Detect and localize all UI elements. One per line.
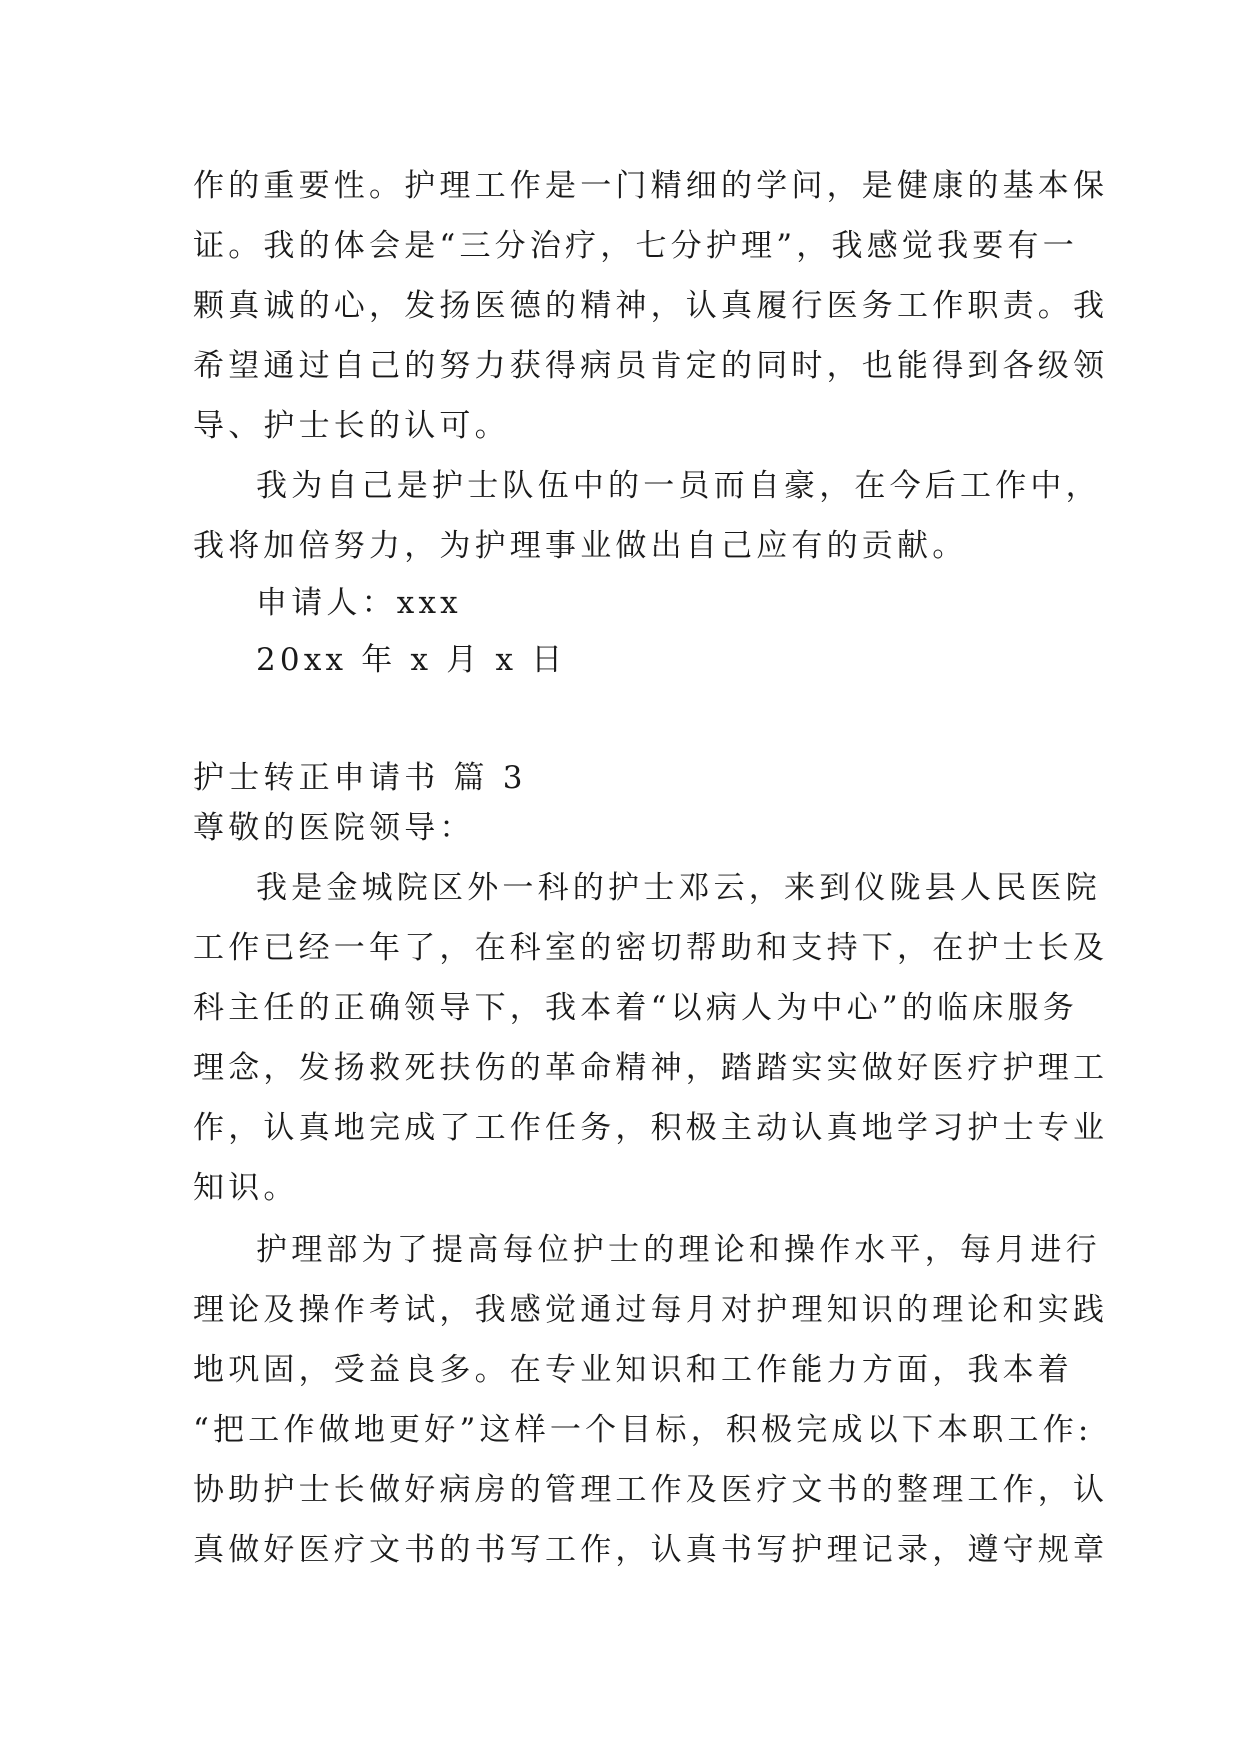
body-line-9: 工作已经一年了，在科室的密切帮助和支持下，在护士长及 — [193, 930, 1109, 966]
body-line-2: 证。我的体会是“三分治疗，七分护理”，我感觉我要有一 — [193, 228, 1078, 264]
section-title: 护士转正申请书 篇 3 — [193, 760, 527, 796]
body-line-6: 我为自己是护士队伍中的一员而自豪，在今后工作中， — [256, 468, 1101, 504]
body-line-8: 我是金城院区外一科的护士邓云，来到仪陇县人民医院 — [256, 870, 1101, 906]
body-line-14: 护理部为了提高每位护士的理论和操作水平，每月进行 — [256, 1232, 1101, 1268]
body-line-5: 导、护士长的认可。 — [193, 408, 510, 444]
date-line: 20xx 年 x 月 x 日 — [256, 642, 567, 678]
salutation: 尊敬的医院领导： — [193, 810, 475, 846]
body-line-3: 颗真诚的心，发扬医德的精神，认真履行医务工作职责。我 — [193, 288, 1109, 324]
applicant-line: 申请人：xxx — [256, 585, 462, 621]
body-line-19: 真做好医疗文书的书写工作，认真书写护理记录，遵守规章 — [193, 1532, 1109, 1568]
body-line-16: 地巩固，受益良多。在专业知识和工作能力方面，我本着 — [193, 1352, 1073, 1388]
body-line-13: 知识。 — [193, 1170, 299, 1206]
body-line-15: 理论及操作考试，我感觉通过每月对护理知识的理论和实践 — [193, 1292, 1109, 1328]
body-line-4: 希望通过自己的努力获得病员肯定的同时，也能得到各级领 — [193, 348, 1109, 384]
body-line-1: 作的重要性。护理工作是一门精细的学问，是健康的基本保 — [193, 168, 1109, 204]
body-line-10: 科主任的正确领导下，我本着“以病人为中心”的临床服务 — [193, 990, 1078, 1026]
body-line-18: 协助护士长做好病房的管理工作及医疗文书的整理工作，认 — [193, 1472, 1109, 1508]
body-line-17: “把工作做地更好”这样一个目标，积极完成以下本职工作: — [193, 1412, 1093, 1448]
body-line-7: 我将加倍努力，为护理事业做出自己应有的贡献。 — [193, 528, 968, 564]
body-line-12: 作，认真地完成了工作任务，积极主动认真地学习护士专业 — [193, 1110, 1109, 1146]
body-line-11: 理念，发扬救死扶伤的革命精神，踏踏实实做好医疗护理工 — [193, 1050, 1109, 1086]
